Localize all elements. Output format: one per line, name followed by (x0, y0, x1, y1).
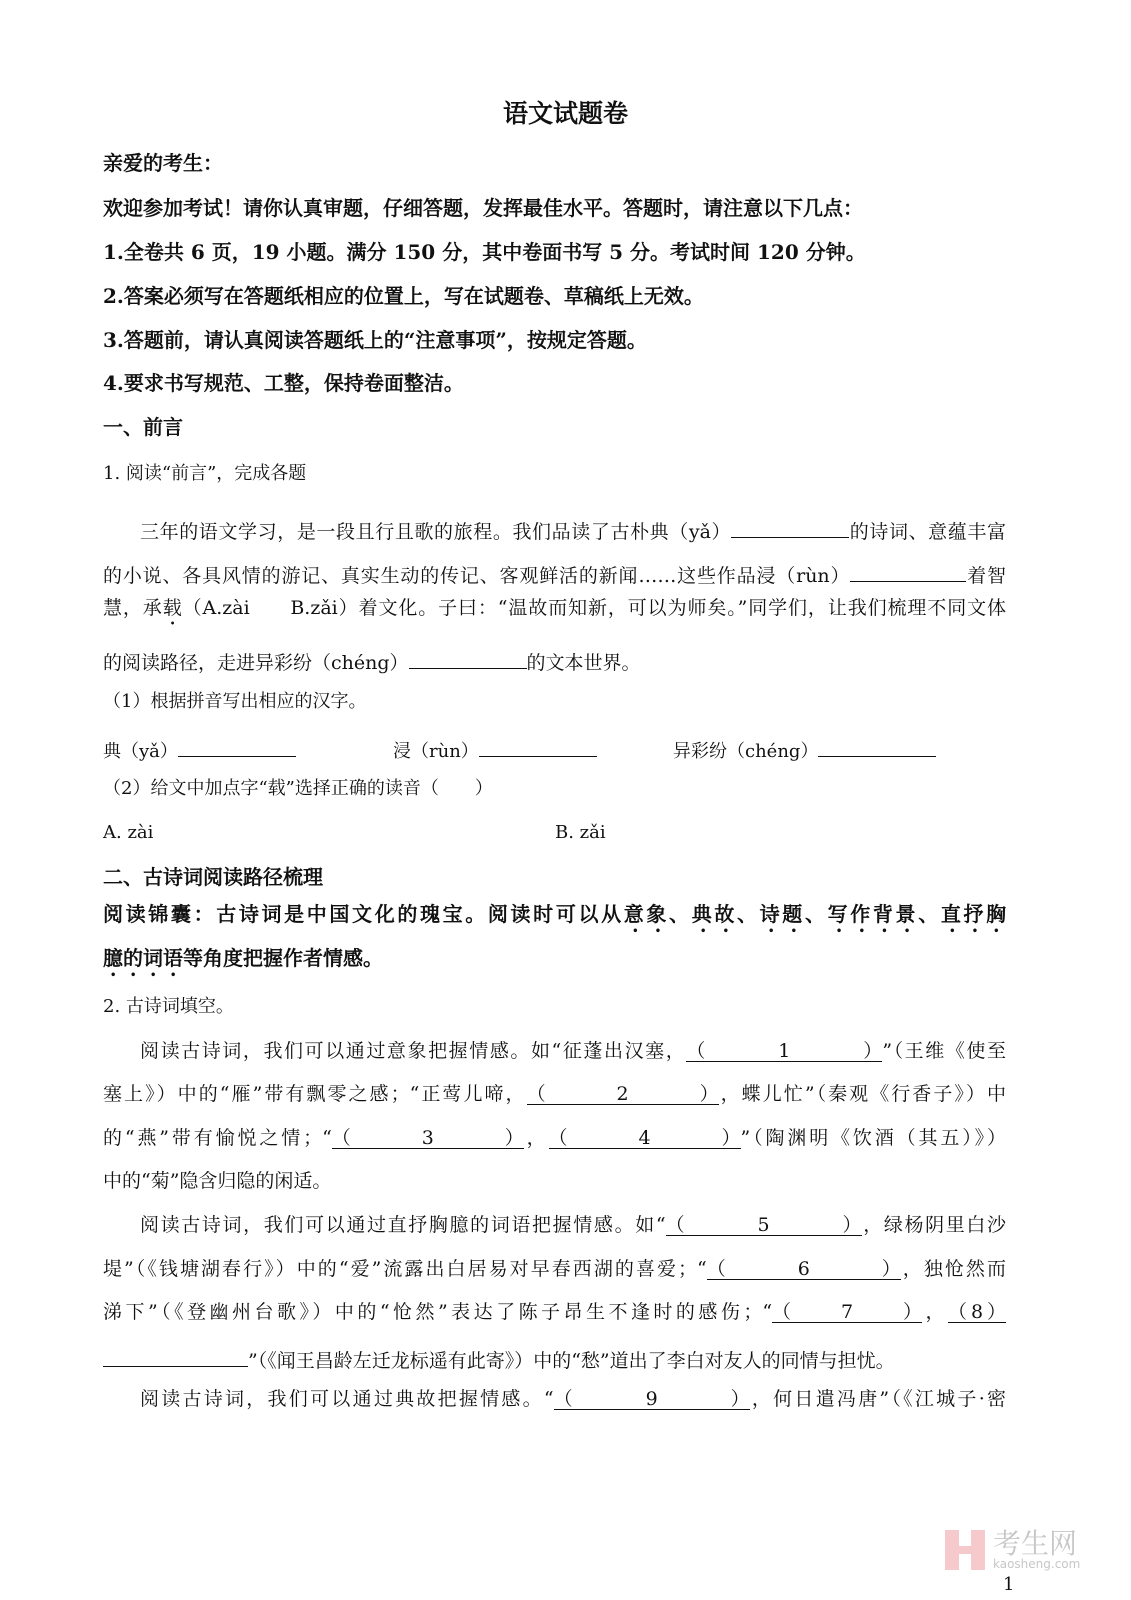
answer-blank-8[interactable]: （8） (948, 1301, 1006, 1323)
reading-tip (103, 902, 1006, 937)
text: 阅读锦囊：古诗词是中国文化的瑰宝。阅读时可以从 (103, 902, 624, 926)
answer-blank-4[interactable]: （4） (548, 1127, 741, 1149)
text: ，绿杨阴里白沙 (861, 1214, 1006, 1236)
greeting: 亲爱的考生： (103, 151, 223, 175)
fill-item (393, 734, 597, 764)
note-1: 1.全卷共 6 页，19 小题。满分 150 分，其中卷面书写 5 分。考试时间 120 分钟。 (103, 240, 866, 264)
answer-blank[interactable] (178, 734, 296, 757)
text: 塞上》）中的“雁”带有飘零之感；“正莺儿啼， (103, 1083, 527, 1105)
note-3: 3.答题前，请认真阅读答题纸上的“注意事项”，按规定答题。 (103, 328, 647, 352)
emphasized-text: 意象 (623, 902, 670, 926)
text: ”（陶渊明《饮酒（其五）》） (740, 1127, 1006, 1149)
emphasized-char: 载 (162, 597, 183, 619)
option-a[interactable]: A. zài (103, 822, 154, 843)
text: 涕下”（《登幽州台歌》）中的“怆然”表达了陈子昂生不逢时的感伤；“ (103, 1301, 773, 1323)
label: 浸（rùn） (393, 741, 479, 762)
answer-blank-2[interactable]: （2） (526, 1083, 719, 1105)
poem-line (103, 1300, 1006, 1324)
answer-blank[interactable] (818, 734, 936, 757)
text: 阅读古诗词，我们可以通过典故把握情感。“ (140, 1388, 554, 1410)
section-2-heading: 二、古诗词阅读路径梳理 (103, 865, 323, 889)
sub-question-2: （2）给文中加点字“载”选择正确的读音（ ） (103, 778, 493, 799)
answer-blank[interactable] (850, 559, 966, 582)
answer-blank-8-cont[interactable] (103, 1344, 248, 1367)
option-b[interactable]: B. zǎi (555, 822, 606, 843)
text: 的诗词、意蕴丰富 (849, 521, 1006, 543)
answer-blank-6[interactable]: （6） (706, 1258, 901, 1280)
emphasized-text: 臆的词语 (103, 946, 183, 970)
text: 、 (669, 902, 692, 926)
preface-line (103, 646, 641, 675)
preface-line (103, 559, 1006, 588)
text: ， (523, 1127, 549, 1149)
answer-blank-1[interactable]: （1） (686, 1040, 883, 1062)
sub-question-1: （1）根据拼音写出相应的汉字。 (103, 691, 367, 712)
watermark (945, 1527, 1081, 1571)
poem-line: 中的“菊”隐含归隐的闲适。 (103, 1170, 332, 1192)
question-2: 2. 古诗词填空。 (103, 996, 234, 1017)
text: ”（王维《使至 (882, 1040, 1006, 1062)
emphasized-text: 写作背景 (827, 902, 919, 926)
text: 、 (804, 902, 828, 926)
answer-blank-3[interactable]: （3） (331, 1127, 524, 1149)
section-1-heading: 一、前言 (103, 415, 183, 439)
emphasized-text: 诗题 (759, 902, 805, 926)
question-1: 1. 阅读“前言”，完成各题 (103, 463, 307, 484)
answer-blank[interactable] (731, 515, 849, 538)
text: 慧，承 (103, 597, 163, 619)
fill-item (673, 734, 936, 764)
poem-line (140, 1039, 1006, 1063)
label: 异彩纷（chéng） (673, 741, 819, 762)
text: （A.zài B.zǎi）着文化。子曰：“温故而知新，可以为师矣。”同学们，让我们梳理不同文体 (182, 597, 1006, 619)
text: 、 (918, 902, 941, 926)
fill-item (103, 734, 296, 764)
text: 阅读古诗词，我们可以通过直抒胸臆的词语把握情感。如“ (140, 1214, 666, 1236)
text: ，独怆然而 (900, 1258, 1006, 1280)
emphasized-text: 典故 (691, 902, 737, 926)
answer-blank[interactable] (409, 646, 527, 669)
emphasized-text: 直抒胸 (940, 902, 1007, 926)
watermark-site: kaosheng.com (993, 1557, 1081, 1571)
text: 、 (737, 902, 760, 926)
text: ， (922, 1301, 948, 1323)
poem-line (140, 1213, 1006, 1237)
intro: 欢迎参加考试！请你认真审题，仔细答题，发挥最佳水平。答题时，请注意以下几点： (103, 196, 863, 220)
text: 堤”（《钱塘湖春行》）中的“爱”流露出白居易对早春西湖的喜爱；“ (103, 1258, 707, 1280)
text: 的小说、各具风情的游记、真实生动的传记、客观鲜活的新闻……这些作品浸（rùn） (103, 565, 851, 587)
note-2: 2.答案必须写在答题纸相应的位置上，写在试题卷、草稿纸上无效。 (103, 284, 704, 308)
poem-line (103, 1126, 1006, 1150)
preface-line (140, 515, 1006, 544)
text: 等角度把握作者情感。 (183, 946, 383, 970)
page-title: 语文试题卷 (502, 99, 628, 128)
text: 的文本世界。 (526, 652, 641, 674)
watermark-name: 考生网 (993, 1527, 1078, 1560)
poem-line (103, 1257, 1006, 1281)
note-4: 4.要求书写规范、工整，保持卷面整洁。 (103, 371, 464, 395)
answer-blank-9[interactable]: （9） (553, 1388, 750, 1410)
kaosheng-logo-icon (945, 1530, 985, 1570)
reading-tip (103, 946, 383, 981)
preface-line (103, 596, 1006, 630)
text: ，何日遣冯唐”（《江城子·密 (749, 1388, 1006, 1410)
poem-line (103, 1344, 895, 1373)
label: 典（yǎ） (103, 741, 178, 762)
page-number: 1 (1003, 1574, 1015, 1595)
poem-line (140, 1387, 1006, 1411)
text: ”（《闻王昌龄左迁龙标遥有此寄》）中的“愁”道出了李白对友人的同情与担忧。 (248, 1350, 895, 1372)
answer-blank-7[interactable]: （7） (772, 1301, 923, 1323)
answer-blank[interactable] (479, 734, 597, 757)
text: 阅读古诗词，我们可以通过意象把握情感。如“征蓬出汉塞， (140, 1040, 687, 1062)
text: 的阅读路径，走进异彩纷（chéng） (103, 652, 409, 674)
poem-line (103, 1082, 1006, 1106)
text: 的“燕”带有愉悦之情；“ (103, 1127, 332, 1149)
text: ，蝶儿忙”（秦观《行香子》）中 (718, 1083, 1006, 1105)
text: 三年的语文学习，是一段且行且歌的旅程。我们品读了古朴典（yǎ） (140, 521, 732, 543)
answer-blank-5[interactable]: （5） (665, 1214, 862, 1236)
text: 着智 (966, 565, 1006, 587)
